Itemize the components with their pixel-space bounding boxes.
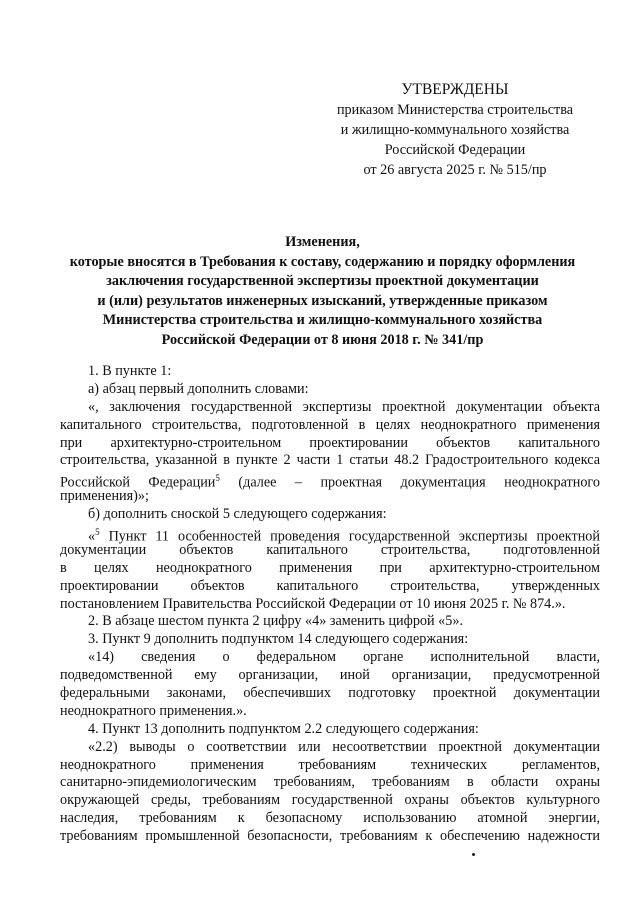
paragraph-line: 1. В пункте 1: bbox=[88, 363, 172, 379]
paragraph-text: « bbox=[88, 528, 96, 545]
paragraph-line bbox=[60, 524, 600, 545]
paragraph-line: наследия, требованиям к безопасному использованию атомной энергии, bbox=[60, 810, 600, 827]
paragraph-line: б) дополнить сноской 5 следующего содержания: bbox=[88, 506, 387, 523]
document-body bbox=[60, 363, 600, 846]
paragraph-line: при архитектурно-строительном проектировании объектов капитального bbox=[60, 434, 600, 451]
title-line: Министерства строительства и жилищно-коммунального хозяйства bbox=[102, 312, 543, 328]
paragraph-line: неоднократного применения требованиям технических регламентов, bbox=[60, 756, 600, 773]
paragraph-line: «2.2) выводы о соответствии или несоответствии проектной документации bbox=[88, 738, 600, 755]
paragraph-line: «, заключения государственной экспертизы проектной документации объекта bbox=[88, 398, 600, 415]
title-line: заключения государственной экспертизы проектной документации bbox=[106, 273, 539, 289]
footnote-mark: 5 bbox=[215, 473, 220, 484]
paragraph-line: строительства, указанной в пункте 2 части 1 статьи 48.2 Градостроительного кодекса bbox=[60, 452, 600, 469]
paragraph-line: 3. Пункт 9 дополнить подпунктом 14 следующего содержания: bbox=[88, 631, 469, 648]
approval-line: Российской Федерации bbox=[384, 142, 526, 158]
paragraph-line: федеральными законами, обеспечивших подготовку проектной документации bbox=[60, 685, 600, 702]
approval-line: и жилищно-коммунального хозяйства bbox=[340, 122, 570, 138]
scan-speck bbox=[472, 853, 475, 856]
paragraph-line: «14) сведения о федеральном органе исполнительной власти, bbox=[88, 649, 600, 666]
title-line: Изменения, bbox=[285, 234, 360, 250]
paragraph-line: окружающей среды, требованиям государственной охраны объектов культурного bbox=[60, 792, 600, 809]
paragraph-line: проектировании объектов капитального строительства, утвержденных bbox=[60, 577, 600, 594]
paragraph-line bbox=[60, 470, 600, 492]
paragraph-line: а) абзац первый дополнить словами: bbox=[88, 380, 309, 397]
paragraph-text: Пункт 11 особенностей проведения государственной экспертизы проектной bbox=[99, 528, 600, 545]
paragraph-line: санитарно-эпидемиологическим требованиям, требованиям в области охраны bbox=[60, 774, 600, 791]
approval-line: от 26 августа 2025 г. № 515/пр bbox=[363, 162, 547, 178]
paragraph-text: Российской Федерации bbox=[60, 475, 216, 492]
approval-line: приказом Министерства строительства bbox=[336, 102, 574, 118]
paragraph-line: подведомственной ему организации, иной организации, предусмотренной bbox=[60, 667, 600, 684]
paragraph-line: требованиям промышленной безопасности, требованиям к обеспечению надежности bbox=[60, 828, 600, 845]
title-line: и (или) результатов инженерных изысканий, утвержденные приказом bbox=[97, 292, 548, 309]
title-line: которые вносятся в Требования к составу, содержанию и порядку оформления bbox=[69, 253, 576, 270]
paragraph-text: (далее – проектная документация неоднократного bbox=[219, 475, 600, 492]
footnote-mark: 5 bbox=[95, 527, 100, 538]
title-line: Российской Федерации от 8 июня 2018 г. № 341/пр bbox=[161, 331, 484, 348]
paragraph-line: документации объектов капитального строительства, подготовленной bbox=[60, 541, 600, 558]
paragraph-line: 2. В абзаце шестом пункта 2 цифру «4» заменить цифрой «5». bbox=[88, 613, 463, 630]
paragraph-line: постановлением Правительства Российской Федерации от 10 июня 2025 г. № 874.». bbox=[60, 595, 566, 612]
paragraph-line: применения)»; bbox=[60, 488, 149, 505]
document-title bbox=[40, 233, 605, 350]
approval-heading: УТВЕРЖДЕНЫ bbox=[401, 81, 509, 98]
paragraph-line: в целях неоднократного применения при архитектурно-строительном bbox=[60, 559, 600, 576]
paragraph-line: капитального строительства, подготовленной в целях неоднократного применения bbox=[60, 416, 600, 433]
paragraph-line: неоднократного применения.». bbox=[60, 702, 247, 719]
paragraph-line: 4. Пункт 13 дополнить подпунктом 2.2 следующего содержания: bbox=[88, 720, 479, 737]
approval-block bbox=[300, 80, 610, 180]
